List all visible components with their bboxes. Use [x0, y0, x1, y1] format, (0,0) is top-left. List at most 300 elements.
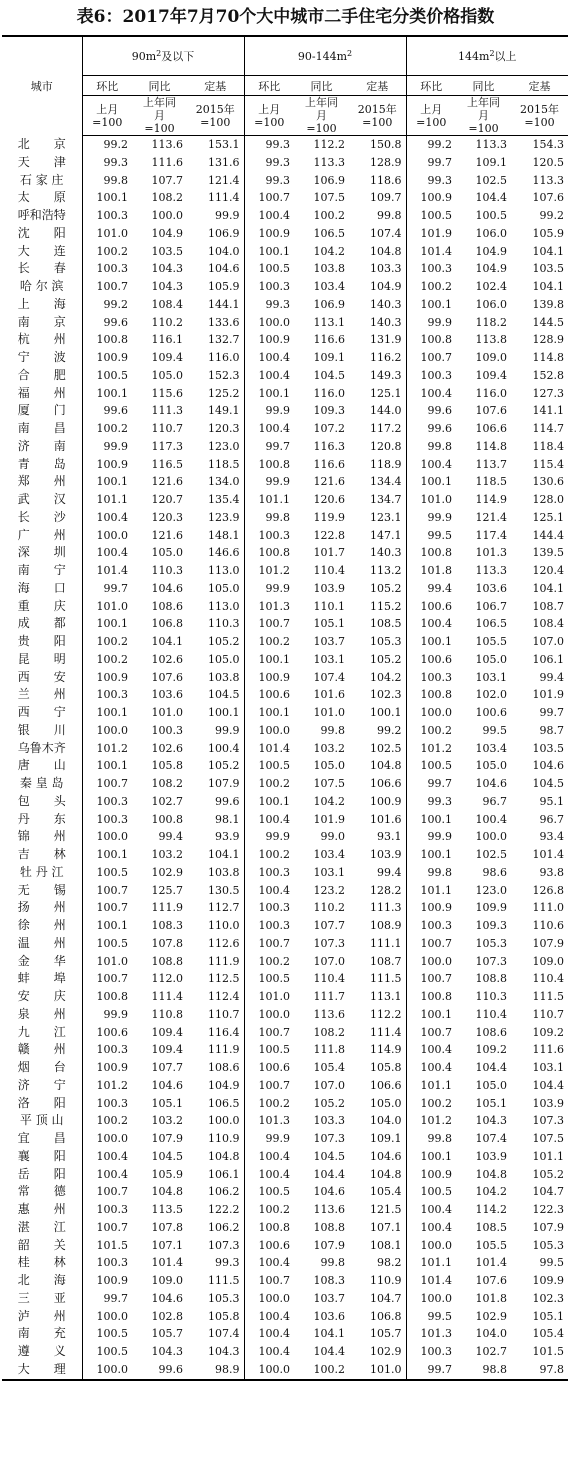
index-value: 150.8 [370, 138, 402, 151]
index-value: 100.7 [244, 189, 294, 207]
city-name: 宁 波 [2, 349, 82, 367]
index-value: 109.1 [475, 155, 508, 169]
index-value: 105.2 [208, 635, 240, 648]
index-value: 104.1 [532, 244, 565, 258]
index-value: 100.1 [406, 296, 456, 314]
index-value: 104.1 [151, 635, 183, 648]
index-value: 121.5 [370, 1203, 402, 1216]
city-name: 武 汉 [2, 491, 82, 509]
index-value: 101.2 [406, 1112, 456, 1130]
index-value: 105.5 [475, 635, 508, 648]
index-value: 100.4 [244, 1166, 294, 1184]
index-value: 110.1 [313, 599, 346, 613]
index-value: 144.5 [532, 315, 565, 329]
index-value: 100.1 [244, 385, 294, 403]
index-value: 120.7 [151, 493, 183, 506]
index-value: 109.0 [532, 954, 565, 968]
index-value: 110.2 [313, 901, 346, 915]
index-value: 100.3 [96, 1256, 128, 1270]
index-value: 106.2 [208, 1185, 240, 1199]
index-value: 103.1 [475, 670, 508, 684]
index-value: 107.7 [151, 173, 183, 187]
index-value: 103.1 [313, 652, 346, 666]
index-value: 100.3 [406, 260, 456, 278]
index-value: 106.9 [313, 173, 346, 187]
table-row [2, 1095, 568, 1113]
table-row [2, 1201, 568, 1219]
city-name: 厦 门 [2, 402, 82, 420]
index-value: 104.2 [313, 244, 346, 258]
index-value: 99.6 [103, 315, 128, 329]
table-row [2, 260, 568, 278]
index-value: 106.0 [475, 226, 508, 240]
index-value: 104.2 [475, 1185, 508, 1199]
index-value: 101.4 [406, 1272, 456, 1290]
index-value: 99.2 [103, 138, 128, 151]
index-value: 116.3 [313, 439, 346, 453]
index-value: 120.3 [151, 510, 183, 524]
index-value: 109.9 [475, 901, 508, 915]
table-row [2, 225, 568, 243]
index-value: 103.5 [532, 262, 565, 276]
city-name: 平 顶 山 [2, 1112, 82, 1130]
index-value: 100.2 [244, 953, 294, 971]
table-row [2, 491, 568, 509]
index-value: 101.2 [406, 740, 456, 758]
index-value: 99.9 [215, 723, 240, 737]
city-name: 合 肥 [2, 367, 82, 385]
index-value: 104.8 [370, 1167, 402, 1181]
city-name: 牡 丹 江 [2, 864, 82, 882]
table-row [2, 509, 568, 527]
index-value: 109.3 [475, 919, 508, 932]
index-value: 109.4 [151, 1043, 183, 1057]
index-value: 101.0 [96, 226, 128, 240]
index-value: 99.3 [406, 172, 456, 190]
index-value: 132.7 [208, 333, 240, 347]
index-value: 100.2 [96, 1114, 128, 1128]
index-value: 107.3 [313, 936, 346, 950]
index-value: 111.9 [151, 901, 183, 915]
table-row [2, 669, 568, 687]
index-value: 107.6 [532, 191, 565, 205]
index-value: 118.6 [370, 173, 402, 187]
index-value: 100.9 [96, 670, 128, 684]
index-value: 104.7 [532, 1185, 565, 1199]
index-value: 105.1 [532, 1309, 565, 1323]
index-value: 107.4 [208, 1327, 240, 1341]
city-name: 海 口 [2, 580, 82, 598]
index-value: 100.2 [313, 209, 346, 222]
table-body [2, 136, 568, 1380]
index-value: 105.8 [208, 1309, 240, 1323]
index-value: 101.0 [96, 599, 128, 613]
index-value: 100.0 [406, 1290, 456, 1308]
index-value: 100.3 [96, 262, 128, 276]
table-row [2, 367, 568, 385]
city-name: 长 春 [2, 260, 82, 278]
index-value: 99.9 [103, 1007, 128, 1021]
index-value: 105.3 [208, 1291, 240, 1305]
index-value: 113.5 [151, 1203, 183, 1216]
index-value: 100.7 [244, 1077, 294, 1095]
index-value: 102.5 [475, 173, 508, 187]
index-value: 109.9 [532, 1274, 565, 1287]
index-value: 134.7 [370, 493, 402, 506]
index-value: 100.7 [244, 935, 294, 953]
index-value: 104.1 [532, 581, 565, 595]
index-value: 103.7 [313, 1291, 346, 1305]
index-value: 111.8 [313, 1043, 346, 1057]
index-value: 93.1 [377, 830, 402, 844]
index-value: 148.1 [208, 528, 240, 542]
city-name: 大 连 [2, 243, 82, 261]
index-value: 104.3 [151, 262, 183, 276]
index-value: 104.9 [370, 280, 402, 293]
table-row [2, 562, 568, 580]
index-value: 107.0 [313, 954, 346, 968]
city-name: 桂 林 [2, 1254, 82, 1272]
index-value: 100.0 [244, 1006, 294, 1024]
index-value: 123.1 [370, 510, 402, 524]
index-value: 100.7 [96, 1185, 128, 1199]
index-value: 107.9 [532, 1220, 565, 1234]
index-value: 103.2 [151, 1114, 183, 1128]
index-value: 100.2 [96, 652, 128, 666]
city-name: 三 亚 [2, 1290, 82, 1308]
city-name: 赣 州 [2, 1041, 82, 1059]
index-value: 99.4 [406, 580, 456, 598]
base-header: 上年同 月 =100 [132, 96, 187, 136]
index-value: 105.0 [475, 1078, 508, 1092]
index-value: 108.2 [313, 1025, 346, 1039]
index-value: 100.0 [96, 528, 128, 542]
index-value: 100.0 [244, 1361, 294, 1380]
index-value: 107.4 [370, 226, 402, 240]
index-value: 108.2 [151, 191, 183, 205]
index-value: 104.1 [532, 280, 565, 293]
index-value: 109.4 [475, 368, 508, 382]
index-value: 104.4 [313, 1167, 346, 1181]
index-value: 104.9 [475, 262, 508, 276]
index-value: 111.9 [208, 1043, 240, 1057]
index-value: 106.9 [208, 226, 240, 240]
index-value: 100.5 [244, 1041, 294, 1059]
index-value: 107.1 [151, 1238, 183, 1252]
index-value: 113.3 [532, 173, 565, 187]
table-row [2, 793, 568, 811]
city-name: 南 充 [2, 1325, 82, 1343]
index-value: 121.4 [475, 510, 508, 524]
index-value: 99.3 [215, 1256, 240, 1270]
table-row [2, 988, 568, 1006]
index-value: 116.1 [151, 333, 183, 347]
city-name: 济 南 [2, 438, 82, 456]
index-value: 104.4 [313, 1345, 346, 1358]
index-value: 100.9 [96, 457, 128, 471]
index-value: 108.6 [475, 1025, 508, 1039]
index-value: 108.8 [151, 954, 183, 968]
index-value: 127.3 [532, 386, 565, 400]
city-name: 西 宁 [2, 704, 82, 722]
index-value: 107.9 [208, 777, 240, 790]
index-value: 101.1 [244, 491, 294, 509]
index-value: 100.1 [406, 473, 456, 491]
table-row [2, 544, 568, 562]
index-value: 100.8 [96, 333, 128, 347]
index-value: 102.3 [532, 1291, 565, 1305]
index-value: 100.5 [96, 1327, 128, 1341]
table-row [2, 899, 568, 917]
city-name: 九 江 [2, 1024, 82, 1042]
index-value: 99.6 [103, 404, 128, 418]
index-value: 110.8 [151, 1007, 183, 1021]
city-name: 南 宁 [2, 562, 82, 580]
index-value: 99.9 [244, 1130, 294, 1148]
index-value: 106.8 [151, 617, 183, 631]
index-value: 101.4 [475, 1256, 508, 1270]
city-name: 泸 州 [2, 1308, 82, 1326]
index-value: 104.6 [151, 1078, 183, 1092]
index-value: 117.2 [370, 422, 402, 435]
index-value: 100.4 [244, 1325, 294, 1343]
subcol-header: 定基 [349, 76, 406, 96]
index-value: 104.9 [475, 244, 508, 258]
index-value: 103.8 [208, 865, 240, 879]
index-value: 101.0 [406, 491, 456, 509]
index-value: 104.5 [208, 688, 240, 702]
index-value: 101.0 [96, 954, 128, 968]
index-value: 116.6 [313, 457, 346, 471]
city-name: 唐 山 [2, 757, 82, 775]
city-name: 遵 义 [2, 1343, 82, 1361]
index-value: 104.7 [370, 1291, 402, 1305]
index-value: 100.0 [244, 1290, 294, 1308]
index-value: 100.7 [406, 1024, 456, 1042]
index-value: 103.2 [151, 848, 183, 861]
index-value: 100.7 [406, 349, 456, 367]
index-value: 122.8 [313, 528, 346, 542]
index-value: 107.3 [532, 1114, 565, 1128]
index-value: 107.1 [370, 1220, 402, 1234]
index-value: 107.0 [313, 1078, 346, 1092]
index-value: 105.2 [313, 1096, 346, 1110]
city-name: 安 庆 [2, 988, 82, 1006]
index-value: 102.9 [475, 1309, 508, 1323]
index-value: 100.2 [96, 635, 128, 648]
index-value: 107.5 [532, 1132, 565, 1145]
table-row [2, 420, 568, 438]
index-value: 99.8 [406, 864, 456, 882]
index-value: 107.6 [151, 670, 183, 684]
index-value: 125.1 [532, 510, 565, 524]
table-row [2, 296, 568, 314]
index-value: 99.4 [377, 865, 402, 879]
index-value: 99.7 [539, 706, 565, 719]
index-value: 102.9 [370, 1345, 402, 1358]
index-value: 100.2 [244, 775, 294, 793]
index-value: 110.7 [208, 1007, 240, 1021]
city-name: 惠 州 [2, 1201, 82, 1219]
index-value: 100.4 [406, 1041, 456, 1059]
index-value: 99.8 [103, 173, 128, 187]
index-value: 104.0 [475, 1327, 508, 1341]
index-value: 115.4 [532, 457, 565, 471]
index-value: 104.6 [370, 1149, 402, 1163]
index-value: 100.1 [244, 651, 294, 669]
index-value: 99.2 [406, 136, 456, 154]
city-name: 襄 阳 [2, 1148, 82, 1166]
index-value: 104.1 [208, 848, 240, 861]
city-name: 深 圳 [2, 544, 82, 562]
index-value: 101.1 [406, 1254, 456, 1272]
index-value: 111.1 [370, 936, 402, 950]
index-value: 100.4 [406, 1219, 456, 1237]
index-value: 97.8 [511, 1361, 568, 1380]
index-value: 103.9 [532, 1096, 565, 1110]
index-value: 102.0 [475, 688, 508, 702]
index-value: 100.9 [96, 1061, 128, 1074]
index-value: 100.1 [244, 793, 294, 811]
city-name: 秦 皇 岛 [2, 775, 82, 793]
index-value: 100.8 [406, 331, 456, 349]
index-value: 101.4 [406, 243, 456, 261]
index-value: 107.6 [475, 404, 508, 418]
index-value: 101.8 [406, 562, 456, 580]
index-value: 99.2 [103, 297, 128, 311]
index-value: 103.4 [475, 741, 508, 755]
index-value: 108.3 [151, 919, 183, 932]
index-value: 114.2 [475, 1203, 508, 1216]
index-value: 115.6 [151, 386, 183, 400]
index-value: 101.0 [151, 706, 183, 719]
index-value: 100.7 [406, 970, 456, 988]
city-name: 湛 江 [2, 1219, 82, 1237]
index-value: 110.3 [475, 990, 508, 1003]
index-value: 101.2 [96, 1078, 128, 1092]
index-value: 100.5 [96, 936, 128, 950]
index-value: 105.1 [313, 617, 346, 631]
table-row [2, 456, 568, 474]
index-value: 107.4 [475, 1132, 508, 1145]
index-value: 100.4 [96, 1149, 128, 1163]
index-value: 111.5 [370, 972, 402, 986]
index-value: 100.4 [244, 1343, 294, 1361]
city-name: 天 津 [2, 154, 82, 172]
index-value: 131.6 [208, 155, 240, 169]
table-row [2, 970, 568, 988]
city-name: 南 昌 [2, 420, 82, 438]
index-value: 100.2 [406, 1095, 456, 1113]
index-value: 100.2 [96, 422, 128, 435]
index-value: 113.6 [313, 1007, 346, 1021]
index-value: 99.9 [244, 580, 294, 598]
index-value: 111.3 [151, 404, 183, 418]
index-value: 104.1 [313, 1327, 346, 1341]
index-value: 106.1 [208, 1167, 240, 1181]
index-value: 99.3 [244, 154, 294, 172]
index-value: 113.3 [475, 564, 508, 577]
index-value: 99.7 [244, 438, 294, 456]
index-value: 113.3 [313, 155, 346, 169]
index-value: 103.1 [313, 865, 346, 879]
index-value: 100.7 [406, 935, 456, 953]
index-value: 112.5 [208, 972, 240, 986]
index-value: 100.0 [96, 1309, 128, 1323]
index-value: 153.1 [208, 138, 240, 151]
index-value: 110.4 [475, 1007, 508, 1021]
index-value: 100.6 [475, 706, 508, 719]
index-value: 100.4 [208, 741, 240, 755]
index-value: 106.7 [475, 599, 508, 613]
index-value: 100.1 [406, 846, 456, 864]
page-title: 表6：2017年7月70个大中城市二手住宅分类价格指数 [76, 7, 495, 27]
index-value: 100.5 [406, 207, 456, 225]
index-value: 99.9 [103, 439, 128, 453]
index-value: 103.7 [313, 635, 346, 648]
index-value: 111.5 [532, 990, 565, 1003]
index-value: 99.8 [406, 1130, 456, 1148]
table-row [2, 1112, 568, 1130]
index-value: 106.6 [370, 1078, 402, 1092]
index-value: 100.3 [96, 1203, 128, 1216]
table-row [2, 172, 568, 190]
table-row [2, 402, 568, 420]
index-value: 99.3 [244, 172, 294, 190]
index-value: 100.0 [96, 723, 128, 737]
index-value: 100.1 [244, 704, 294, 722]
city-name: 无 锡 [2, 882, 82, 900]
index-value: 147.1 [370, 528, 402, 542]
index-value: 103.3 [313, 1114, 346, 1128]
index-value: 120.8 [370, 439, 402, 453]
base-header: 2015年 =100 [511, 96, 568, 136]
city-name: 杭 州 [2, 331, 82, 349]
city-column-header: 城市 [2, 36, 82, 136]
group-header-medium: $90-144m^2$ [244, 36, 406, 76]
index-value: 100.1 [244, 243, 294, 261]
index-value: 104.6 [208, 262, 240, 276]
city-name: 兰 州 [2, 686, 82, 704]
index-value: 105.9 [151, 1167, 183, 1181]
city-name: 上 海 [2, 296, 82, 314]
city-name: 重 庆 [2, 598, 82, 616]
index-value: 134.0 [208, 475, 240, 489]
index-value: 102.3 [370, 688, 402, 702]
index-value: 100.8 [244, 1219, 294, 1237]
index-value: 144.4 [532, 528, 565, 542]
index-value: 101.4 [532, 848, 565, 861]
index-value: 100.3 [244, 864, 294, 882]
index-value: 99.2 [539, 209, 565, 222]
index-value: 114.9 [475, 493, 508, 506]
index-value: 99.5 [406, 1308, 456, 1326]
index-value: 101.5 [96, 1238, 128, 1252]
table-row [2, 385, 568, 403]
index-value: 105.9 [532, 226, 565, 240]
index-value: 101.6 [370, 812, 402, 826]
index-value: 134.4 [370, 475, 402, 489]
index-value: 100.0 [244, 722, 294, 740]
city-name: 泉 州 [2, 1006, 82, 1024]
index-value: 106.9 [313, 297, 346, 311]
index-value: 100.3 [96, 688, 128, 702]
index-value: 105.0 [151, 546, 183, 560]
table-row [2, 1290, 568, 1308]
index-value: 114.8 [532, 351, 565, 364]
index-value: 106.5 [208, 1096, 240, 1110]
index-value: 104.9 [208, 1078, 240, 1092]
